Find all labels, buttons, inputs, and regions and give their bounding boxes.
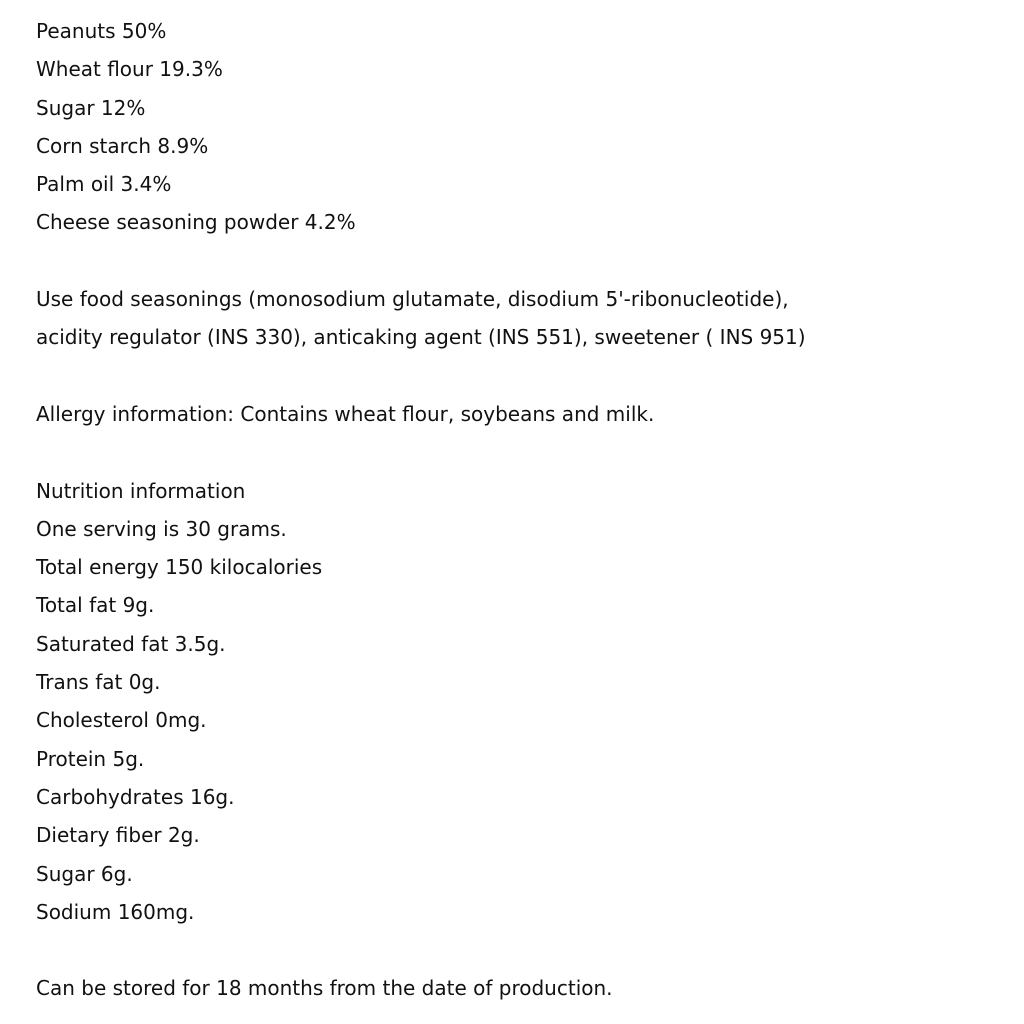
- section-spacer: [36, 357, 1024, 395]
- nutrition-line: Dietary fiber 2g.: [36, 823, 200, 848]
- ingredient-line: Wheat flour 19.3%: [36, 57, 223, 82]
- nutrition-section: [36, 472, 1024, 932]
- section-spacer: [36, 433, 1024, 471]
- nutrition-line: Cholesterol 0mg.: [36, 708, 207, 733]
- nutrition-line: Sugar 6g.: [36, 861, 133, 886]
- nutrition-line: Protein 5g.: [36, 746, 145, 771]
- ingredient-line: Corn starch 8.9%: [36, 133, 209, 158]
- ingredient-line: Peanuts 50%: [36, 19, 167, 43]
- nutrition-heading: Nutrition information: [36, 478, 246, 503]
- allergy-information: Allergy information: Contains wheat flour, soybeans and milk.: [36, 401, 655, 426]
- nutrition-line: Saturated fat 3.5g.: [36, 631, 226, 656]
- additives-section: [36, 280, 1024, 357]
- ingredient-line: Cheese seasoning powder 4.2%: [36, 210, 356, 235]
- section-spacer: [36, 242, 1024, 280]
- nutrition-line: Total fat 9g.: [36, 593, 155, 618]
- nutrition-line: Carbohydrates 16g.: [36, 784, 235, 809]
- section-spacer: [36, 931, 1024, 969]
- additives-line: Use food seasonings (monosodium glutamate, disodium 5'-ribonucleotide),: [36, 287, 789, 312]
- nutrition-line: One serving is 30 grams.: [36, 516, 287, 541]
- nutrition-line: Sodium 160mg.: [36, 899, 195, 924]
- storage-information: Can be stored for 18 months from the date of production.: [36, 976, 613, 1001]
- nutrition-line: Total energy 150 kilocalories: [36, 555, 323, 580]
- additives-line: acidity regulator (INS 330), anticaking agent (INS 551), sweetener ( INS 951): [36, 325, 806, 350]
- ingredient-line: Palm oil 3.4%: [36, 172, 172, 197]
- ingredients-section: [36, 12, 1024, 242]
- ingredient-line: Sugar 12%: [36, 95, 146, 120]
- nutrition-line: Trans fat 0g.: [36, 670, 161, 695]
